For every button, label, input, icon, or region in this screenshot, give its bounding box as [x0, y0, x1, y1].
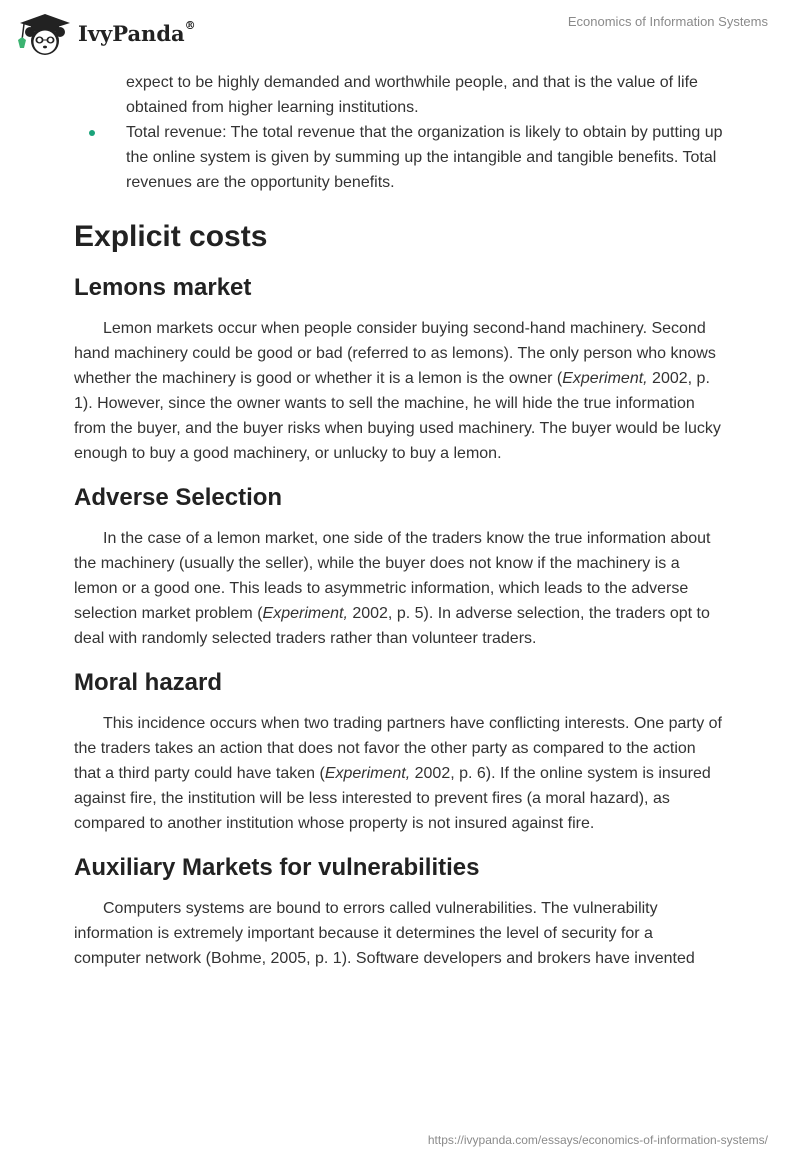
- logo-text: [78, 21, 196, 46]
- source-url[interactable]: https://ivypanda.com/essays/economics-of-information-systems/: [427, 1133, 768, 1147]
- citation-title: Experiment,: [324, 765, 411, 782]
- paragraph-moral-hazard: [74, 711, 724, 836]
- ivypanda-logo[interactable]: [14, 10, 194, 56]
- bullet-continuation: expect to be highly demanded and worthwhile people, and that is the value of life obtained from higher learning institutions.: [126, 74, 698, 116]
- panda-graduate-icon: [14, 10, 76, 56]
- registered-mark: ®: [184, 19, 196, 32]
- essay-content: [74, 70, 724, 971]
- paragraph-text: 2002, p. 5). In adverse selection, the traders opt to deal with randomly selected traders rather than volunteer traders.: [74, 605, 710, 647]
- subheading-lemons-market: Lemons market: [74, 274, 252, 301]
- section-heading-explicit-costs: Explicit costs: [74, 220, 268, 253]
- paragraph-adverse-selection: [74, 526, 724, 651]
- paragraph-text: This incidence occurs when two trading partners have conflicting interests. One party of the traders takes an action that does not favor the other party as compared to the action that a third party could have taken (: [74, 715, 722, 782]
- bullet-dot-icon: [89, 130, 95, 136]
- subheading-auxiliary-markets: Auxiliary Markets for vulnerabilities: [74, 854, 480, 881]
- paragraph-text: Lemon markets occur when people consider buying second-hand machinery. Second hand machinery could be good or bad (referred to as lemons). The only person who knows whether the machinery is good or whether it is a lemon is the owner (: [74, 320, 716, 387]
- paragraph-text: 2002, p. 6). If the online system is insured against fire, the institution will be less interested to prevent fires (a moral hazard), as compared to another institution whose property is not insured against fire.: [74, 765, 711, 832]
- list-item: [126, 120, 724, 195]
- paragraph-auxiliary-markets: Computers systems are bound to errors called vulnerabilities. The vulnerability information is extremely important because it determines the level of security for a computer network (Bohme, 2005, p. 1). Software developers and brokers have invented: [74, 900, 695, 967]
- paragraph-text: 2002, p. 1). However, since the owner wants to sell the machine, he will hide the true information from the buyer, and the buyer risks when buying used machinery. The buyer would be lucky enough to buy a good machinery, or unlucky to buy a lemon.: [74, 370, 721, 462]
- list-item-text: Total revenue: The total revenue that the organization is likely to obtain by putting up the online system is given by summing up the intangible and tangible benefits. Total revenues are the opportunity benefits.: [126, 124, 723, 191]
- subheading-adverse-selection: Adverse Selection: [74, 484, 283, 511]
- citation-title: Experiment,: [562, 370, 648, 387]
- bullet-list: [74, 120, 724, 195]
- subheading-moral-hazard: Moral hazard: [74, 669, 223, 696]
- paragraph-lemons-market: [74, 316, 724, 466]
- logo-wordmark: IvyPanda: [78, 21, 185, 46]
- document-title: Economics of Information Systems: [567, 14, 768, 29]
- citation-title: Experiment,: [262, 605, 348, 622]
- page-header: [0, 0, 800, 64]
- paragraph-text: In the case of a lemon market, one side of the traders know the true information about the machinery (usually the seller), while the buyer does not know if the machinery is a lemon or a good one. This leads to asymmetric information, which leads to the adverse selection market problem (: [74, 530, 711, 622]
